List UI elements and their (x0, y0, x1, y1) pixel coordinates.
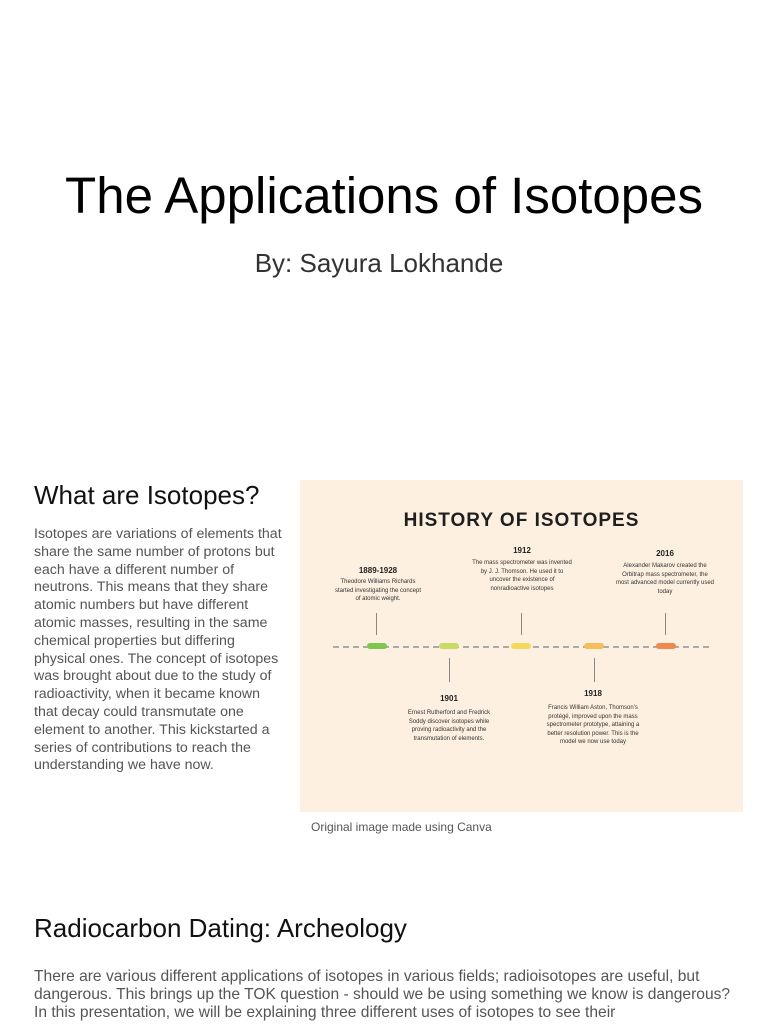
event-text-1918: Francis William Aston, Thomson's protégé, improved upon the mass spectrometer prototype, attaining a better resolution power. This is the model we now use today (546, 705, 640, 746)
event-text-2016: Alexander Makarov created the Orbitrap mass spectrometer, the most advanced model currently used today (615, 563, 715, 595)
event-year-1889: 1889-1928 (358, 566, 398, 575)
section-heading-isotopes: What are Isotopes? (34, 480, 260, 510)
event-year-1901: 1901 (440, 694, 458, 703)
event-year-1918: 1918 (584, 689, 602, 698)
timeline-marker-1918 (584, 643, 604, 649)
author-byline: By: Sayura Lokhande (254, 248, 504, 278)
event-year-2016: 2016 (656, 549, 674, 558)
page-title: The Applications of Isotopes (65, 167, 703, 224)
event-text-1912: The mass spectrometer was invented by J. J. Thomson. He used it to uncover the existence of nonradioactive isotopes (472, 560, 572, 592)
event-year-1912: 1912 (513, 546, 531, 555)
infographic-title: HISTORY OF ISOTOPES (403, 510, 640, 531)
event-text-1889: Theodore Williams Richards started investigating the concept of atomic weight. (334, 579, 422, 603)
isotopes-paragraph: Isotopes are variations of elements that share the same number of protons but each have a different number of neutrons. This means that they share atomic numbers but have different atomic masses, resulting in the same chemical properties but differing physical ones. The concept of isotopes was brought about due to the study of radioactivity, when it became known that decay could transmutate one element to another. This kickstarted a series of contributions to reach the understanding we have now. (34, 526, 282, 774)
timeline-marker-1901 (439, 643, 459, 649)
timeline-marker-1912 (511, 643, 531, 649)
event-text-1901: Ernest Rutherford and Fredrick Soddy discover isotopes while proving radioactivity and the transmutation of elements. (407, 710, 491, 742)
radiocarbon-paragraph: There are various different applications of isotopes in various fields; radioisotopes are useful, but dangerous. This brings up the TOK question - should we be using something we know is dangerous? In this presentation, we will be explaining three different uses of isotopes to see their (34, 968, 731, 1022)
figure-caption: Original image made using Canva (311, 820, 492, 834)
history-of-isotopes-infographic (300, 480, 743, 812)
connector-1889 (376, 613, 377, 635)
connector-2016 (665, 613, 666, 635)
section-heading-radiocarbon: Radiocarbon Dating: Archeology (34, 913, 407, 943)
connector-1912 (521, 613, 522, 635)
timeline-marker-1889 (367, 643, 387, 649)
connector-1901 (449, 658, 450, 682)
timeline-marker-2016 (656, 643, 676, 649)
connector-1918 (594, 658, 595, 682)
